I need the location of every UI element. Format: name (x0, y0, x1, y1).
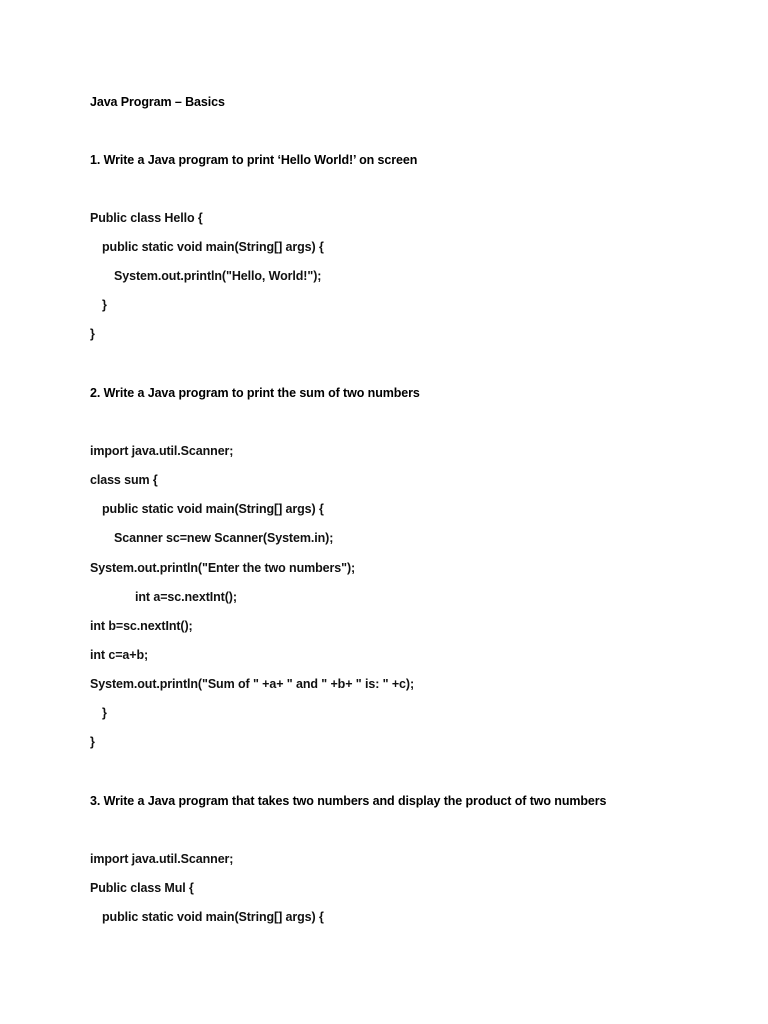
code-line: } (102, 298, 107, 312)
code-line: class sum { (90, 473, 158, 487)
code-line: Scanner sc=new Scanner(System.in); (114, 531, 334, 545)
section-3-heading: 3. Write a Java program that takes two numbers and display the product of two numbers (90, 794, 607, 808)
code-line: import java.util.Scanner; (90, 444, 234, 458)
code-line: System.out.println("Enter the two numbers"); (90, 561, 356, 575)
code-line: System.out.println("Hello, World!"); (114, 269, 322, 283)
document-title: Java Program – Basics (90, 95, 225, 109)
code-line: } (90, 735, 95, 749)
code-line: } (90, 327, 95, 341)
code-line: int a=sc.nextInt(); (135, 590, 237, 604)
code-line: Public class Hello { (90, 211, 203, 225)
code-line: public static void main(String[] args) { (102, 910, 324, 924)
section-1-heading: 1. Write a Java program to print ‘Hello World!’ on screen (90, 153, 418, 167)
code-line: int c=a+b; (90, 648, 149, 662)
code-line: System.out.println("Sum of " +a+ " and " +b+ " is: " +c); (90, 677, 415, 691)
section-2-heading: 2. Write a Java program to print the sum of two numbers (90, 386, 420, 400)
code-line: public static void main(String[] args) { (102, 502, 324, 516)
code-line: } (102, 706, 107, 720)
code-line: Public class Mul { (90, 881, 194, 895)
code-line: int b=sc.nextInt(); (90, 619, 193, 633)
code-line: public static void main(String[] args) { (102, 240, 324, 254)
code-line: import java.util.Scanner; (90, 852, 234, 866)
